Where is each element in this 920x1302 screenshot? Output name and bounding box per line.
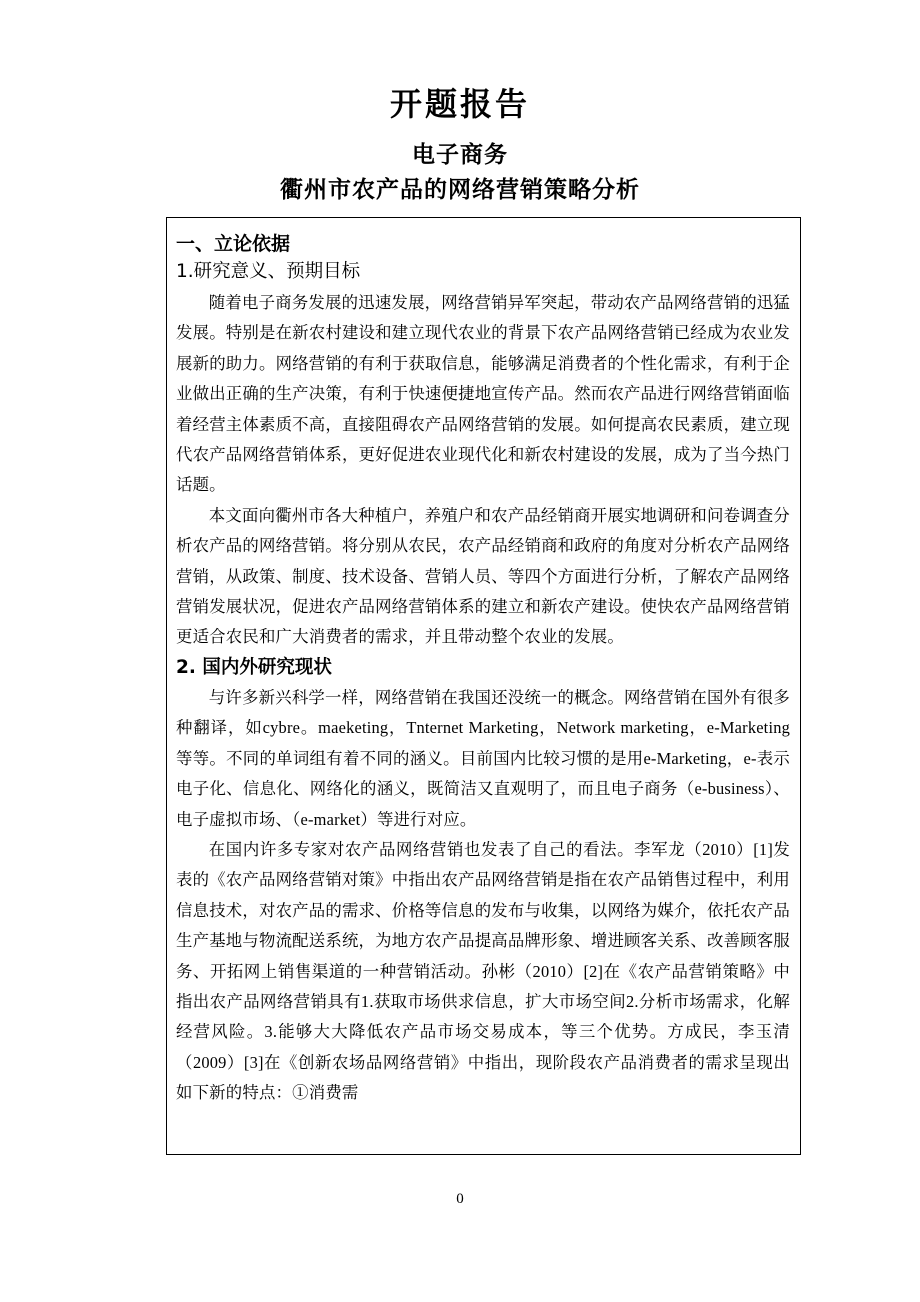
subsection-heading-significance: 1.研究意义、预期目标 — [176, 261, 361, 282]
report-content — [176, 230, 790, 1109]
page-number: 0 — [456, 1191, 464, 1207]
paragraph: 与许多新兴科学一样，网络营销在我国还没统一的概念。网络营销在国外有很多种翻译，如cybre。maeketing，Tnternet Marketing，Network marketing，e-Marketing等等。不同的单词组有着不同的涵义。目前国内比较习惯的是用e-Marketing，e-表示电子化、信息化、网络化的涵义，既简洁又直观明了，而且电子商务（e-business）、电子虚拟市场、（e-market）等进行对应。 — [176, 687, 790, 829]
report-content-box — [166, 217, 801, 1155]
paragraph: 在国内许多专家对农产品网络营销也发表了自己的看法。李军龙（2010）[1]发表的《农产品网络营销对策》中指出农产品网络营销是指在农产品销售过程中，利用信息技术，对农产品的需求、价格等信息的发布与收集，以网络为媒介，依托农产品生产基地与物流配送系统，为地方农产品提高品牌形象、增进顾客关系、改善顾客服务、开拓网上销售渠道的一种营销活动。孙彬（2010）[2]在《农产品营销策略》中指出农产品网络营销具有1.获取市场供求信息，扩大市场空间2.分析市场需求，化解经营风险。3.能够大大降低农产品市场交易成本，等三个优势。方成民，李玉清（2009）[3]在《创新农场品网络营销》中指出，现阶段农产品消费者的需求呈现出如下新的特点：①消费需 — [176, 839, 790, 1103]
paragraph: 本文面向衢州市各大种植户，养殖户和农产品经销商开展实地调研和问卷调查分析农产品的网络营销。将分别从农民，农产品经销商和政府的角度对分析农产品网络营销，从政策、制度、技术设备、营销人员、等四个方面进行分析，了解农产品网络营销发展状况，促进农产品网络营销体系的建立和新农产建设。使快农产品网络营销更适合农民和广大消费者的需求，并且带动整个农业的发展。 — [176, 505, 790, 647]
thesis-title: 衢州市农产品的网络营销策略分析 — [280, 176, 640, 203]
paragraph: 随着电子商务发展的迅速发展，网络营销异军突起，带动农产品网络营销的迅猛发展。特别是在新农村建设和建立现代农业的背景下农产品网络营销已经成为农业发展新的助力。网络营销的有利于获取信息，能够满足消费者的个性化需求，有利于企业做出正确的生产决策，有利于快速便捷地宣传产品。然而农产品进行网络营销面临着经营主体素质不高，直接阻碍农产品网络营销的发展。如何提高农民素质，建立现代农产品网络营销体系，更好促进农业现代化和新农村建设的发展，成为了当今热门话题。 — [176, 293, 790, 495]
subsection-heading-research-status: 2. 国内外研究现状 — [176, 656, 332, 678]
page-title: 开题报告 — [389, 85, 530, 123]
section-heading: 一、立论依据 — [176, 233, 291, 255]
major-name: 电子商务 — [412, 141, 508, 168]
